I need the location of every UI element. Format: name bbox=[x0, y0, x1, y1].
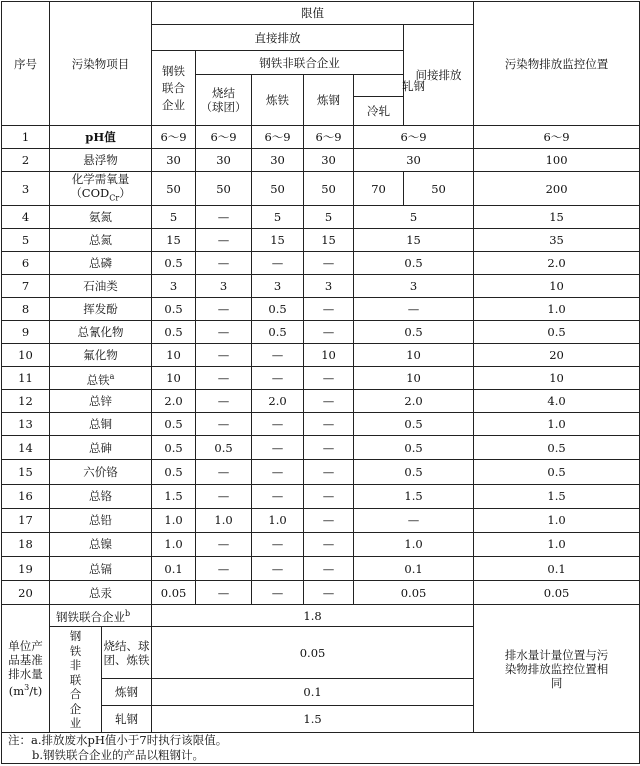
header-limits: 限值 bbox=[152, 2, 474, 25]
table-row: 16 总铬 1.5 — — — 1.5 1.5 bbox=[2, 484, 640, 508]
table-row: 12 总锌 2.0 — 2.0 — 2.0 4.0 bbox=[2, 390, 640, 413]
emission-limits-table bbox=[1, 1, 640, 764]
notes-row bbox=[2, 733, 640, 764]
table-row: 14 总砷 0.5 0.5 — — 0.5 0.5 bbox=[2, 436, 640, 460]
table-row: 19 总镉 0.1 — — — 0.1 0.1 bbox=[2, 557, 640, 581]
table-row: 18 总镍 1.0 — — — 1.0 1.0 bbox=[2, 532, 640, 556]
water-row-steel: 炼钢 0.1 bbox=[2, 679, 640, 706]
water-row-joint: 单位产 品基准 排水量 $(m^3/t)$ 钢铁联合企业$^b$ 1.8 排水量计量位置与污 染物排放监控位置相 同 bbox=[2, 605, 640, 627]
water-row-sinter: 钢 铁 非 联 合 企 业 烧结、球 团、炼铁 0.05 bbox=[2, 627, 640, 679]
header-cold: 冷轧 bbox=[354, 97, 404, 126]
header-nonjoint: 钢铁非联合企业 bbox=[196, 51, 404, 75]
water-row-rolling: 轧钢 1.5 bbox=[2, 706, 640, 733]
note-a: 注：a.排放废水pH值小于7时执行该限值。 bbox=[8, 733, 228, 748]
table-row: 9 总氰化物 0.5 — 0.5 — 0.5 0.5 bbox=[2, 321, 640, 344]
header-steelmaking: 炼钢 bbox=[304, 75, 354, 126]
table-row: 20 总汞 0.05 — — — 0.05 0.05 bbox=[2, 581, 640, 605]
header-indirect: 间接排放 bbox=[404, 25, 474, 126]
table-row: 17 总铅 1.0 1.0 1.0 — — 1.0 bbox=[2, 508, 640, 532]
table-row: 15 六价铬 0.5 — — — 0.5 0.5 bbox=[2, 460, 640, 484]
table-row: 1 pH值 6～9 6～9 6～9 6～9 6～9 6～9 bbox=[2, 126, 640, 149]
header-item: 污染物项目 bbox=[50, 2, 152, 126]
table-row: 11 总铁$^a$ 10 — — — 10 10 bbox=[2, 367, 640, 390]
table-row: 4 氨氮 5 — 5 5 5 15 bbox=[2, 206, 640, 229]
table-row: 2 悬浮物 30 30 30 30 30 100 bbox=[2, 149, 640, 172]
header-rolling: 轧钢 bbox=[354, 75, 474, 97]
header-seq: 序号 bbox=[2, 2, 50, 126]
table-row: 7 石油类 3 3 3 3 3 10 bbox=[2, 275, 640, 298]
water-nonjoint-label: 钢 铁 非 联 合 企 业 bbox=[50, 627, 102, 733]
table-row: 3 化学需氧量 $(COD_{Cr})$ 50 50 50 50 70 50 200 bbox=[2, 172, 640, 206]
header-ironmaking: 炼铁 bbox=[252, 75, 304, 126]
table-row: 6 总磷 0.5 — — — 0.5 2.0 bbox=[2, 252, 640, 275]
monitor-water-volume: 排水量计量位置与污 染物排放监控位置相 同 bbox=[474, 605, 640, 733]
table-row: 8 挥发酚 0.5 — 0.5 — — 1.0 bbox=[2, 298, 640, 321]
table-row: 13 总铜 0.5 — — — 0.5 1.0 bbox=[2, 413, 640, 436]
table-row: 5 总氮 15 — 15 15 15 35 bbox=[2, 229, 640, 252]
header-direct: 直接排放 bbox=[152, 25, 404, 51]
header-sinter: 烧结 （球团） bbox=[196, 75, 252, 126]
note-b: b.钢铁联合企业的产品以粗钢计。 bbox=[32, 748, 205, 763]
header-joint: 钢铁联合企业 bbox=[152, 51, 196, 126]
table-row: 10 氟化物 10 — — 10 10 20 bbox=[2, 344, 640, 367]
water-label: 单位产 品基准 排水量 $(m^3/t)$ bbox=[2, 605, 50, 733]
header-monitor: 污染物排放监控位置 bbox=[474, 2, 640, 126]
